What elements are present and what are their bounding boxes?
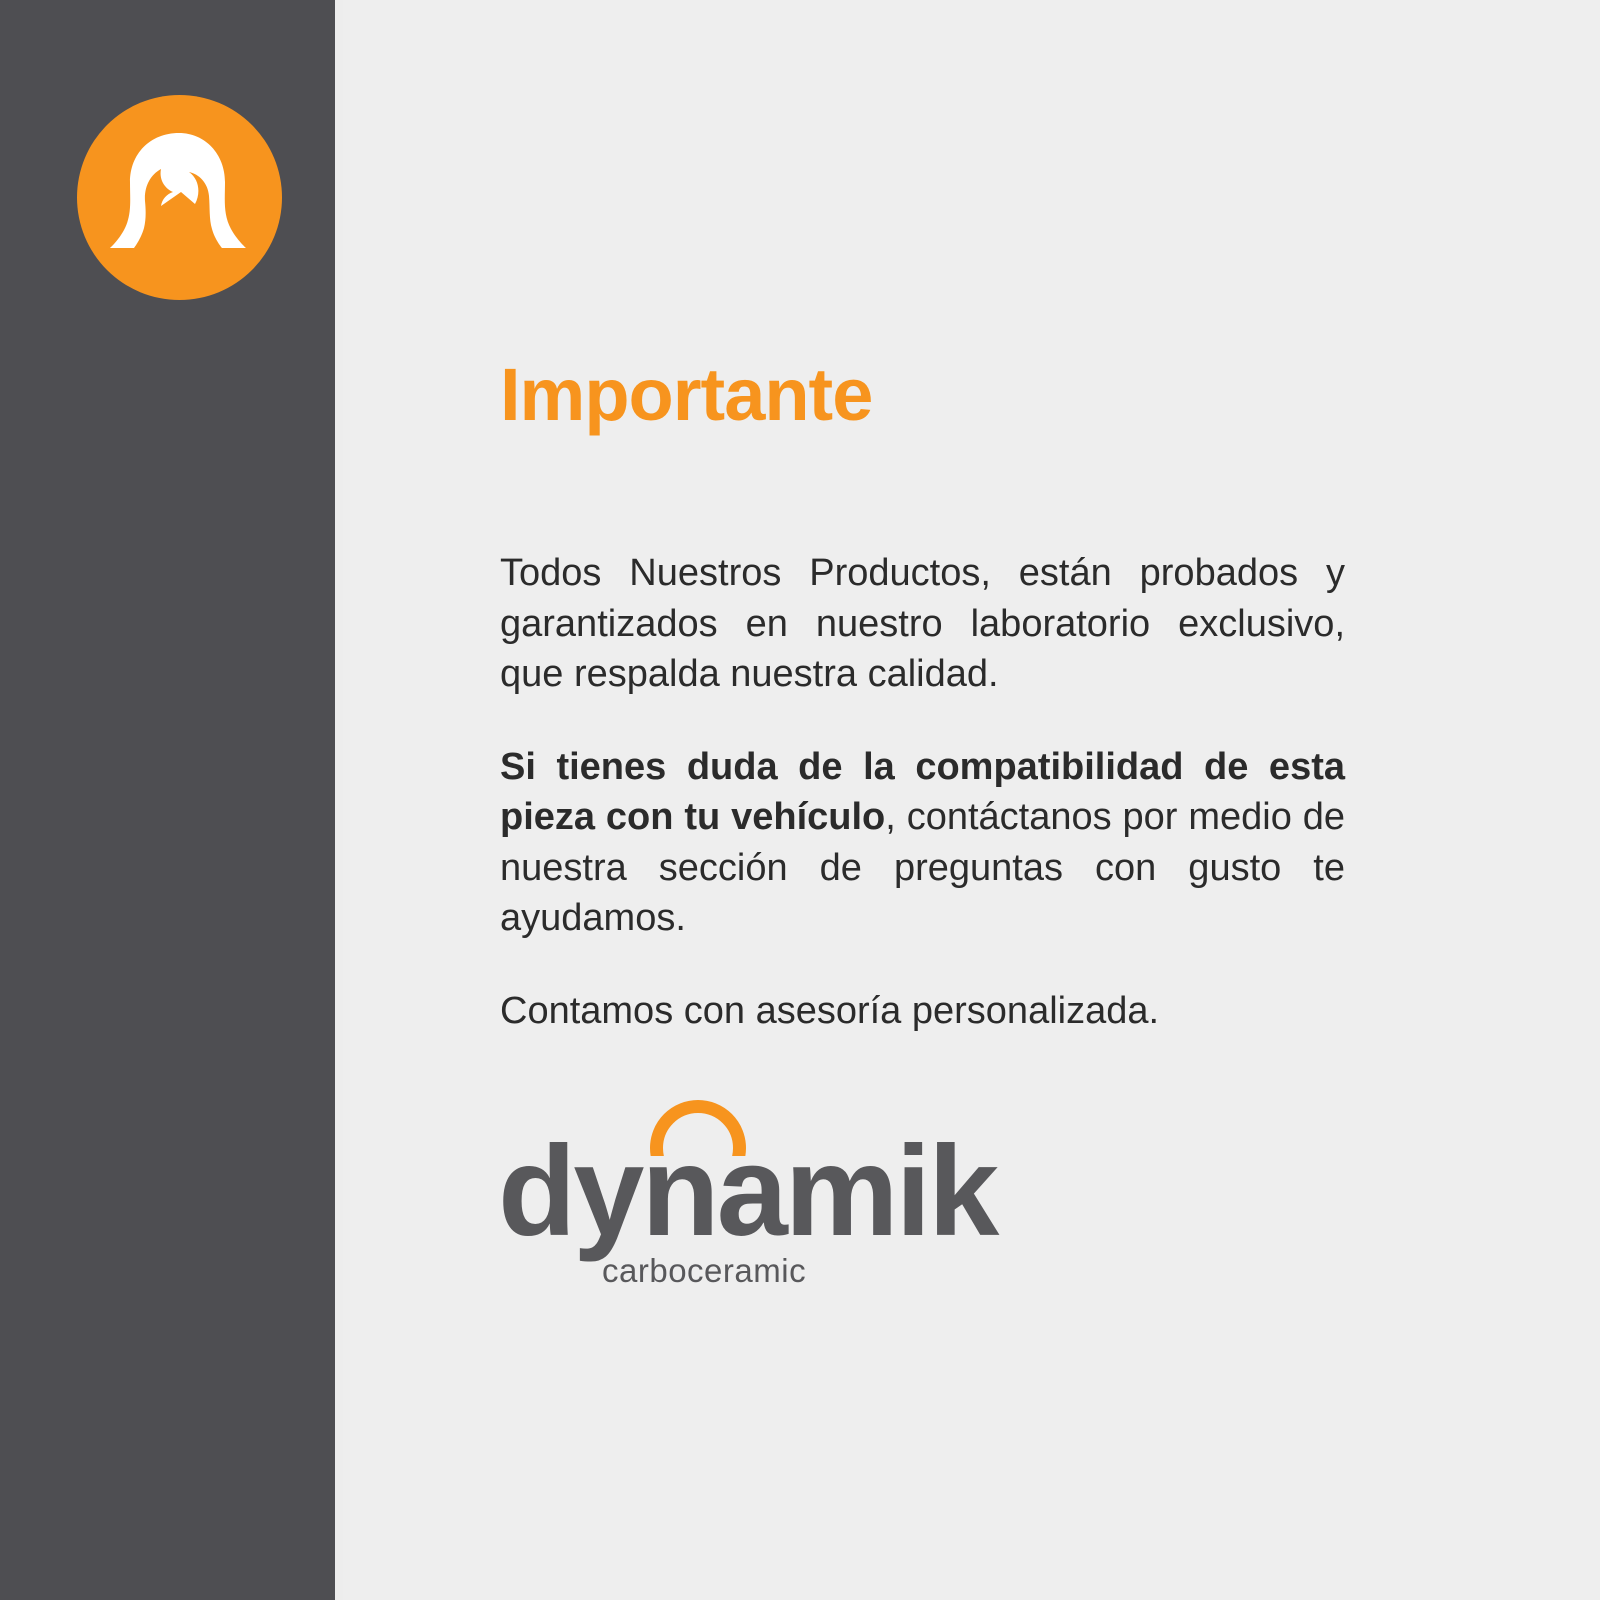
brand-avatar [77,95,282,300]
paragraph-compatibility [500,742,1345,944]
dynamik-logo [498,1100,997,1300]
woman-profile-icon [77,95,282,300]
body-copy [500,548,1345,1036]
paragraph-compatibility-rest: , contáctanos por medio de nuestra sección de preguntas con gusto te ayudamos. [500,796,1345,940]
page-title: Importante [500,353,873,436]
main-content [343,0,1600,1600]
sidebar [0,0,335,1600]
dynamik-tagline: carboceramic [602,1252,807,1289]
divider-strip [335,0,343,1600]
arc-accent-icon [650,1100,746,1156]
paragraph-intro: Todos Nuestros Productos, están probados y garantizados en nuestro laboratorio exclusivo, que respalda nuestra calidad. [500,552,1345,696]
paragraph-compatibility-bold: Si tienes duda de la compatibilidad de esta pieza con tu vehículo [500,745,1345,839]
paragraph-advice: Contamos con asesoría personalizada. [500,989,1160,1032]
dynamik-wordmark: dynamik [498,1120,997,1263]
